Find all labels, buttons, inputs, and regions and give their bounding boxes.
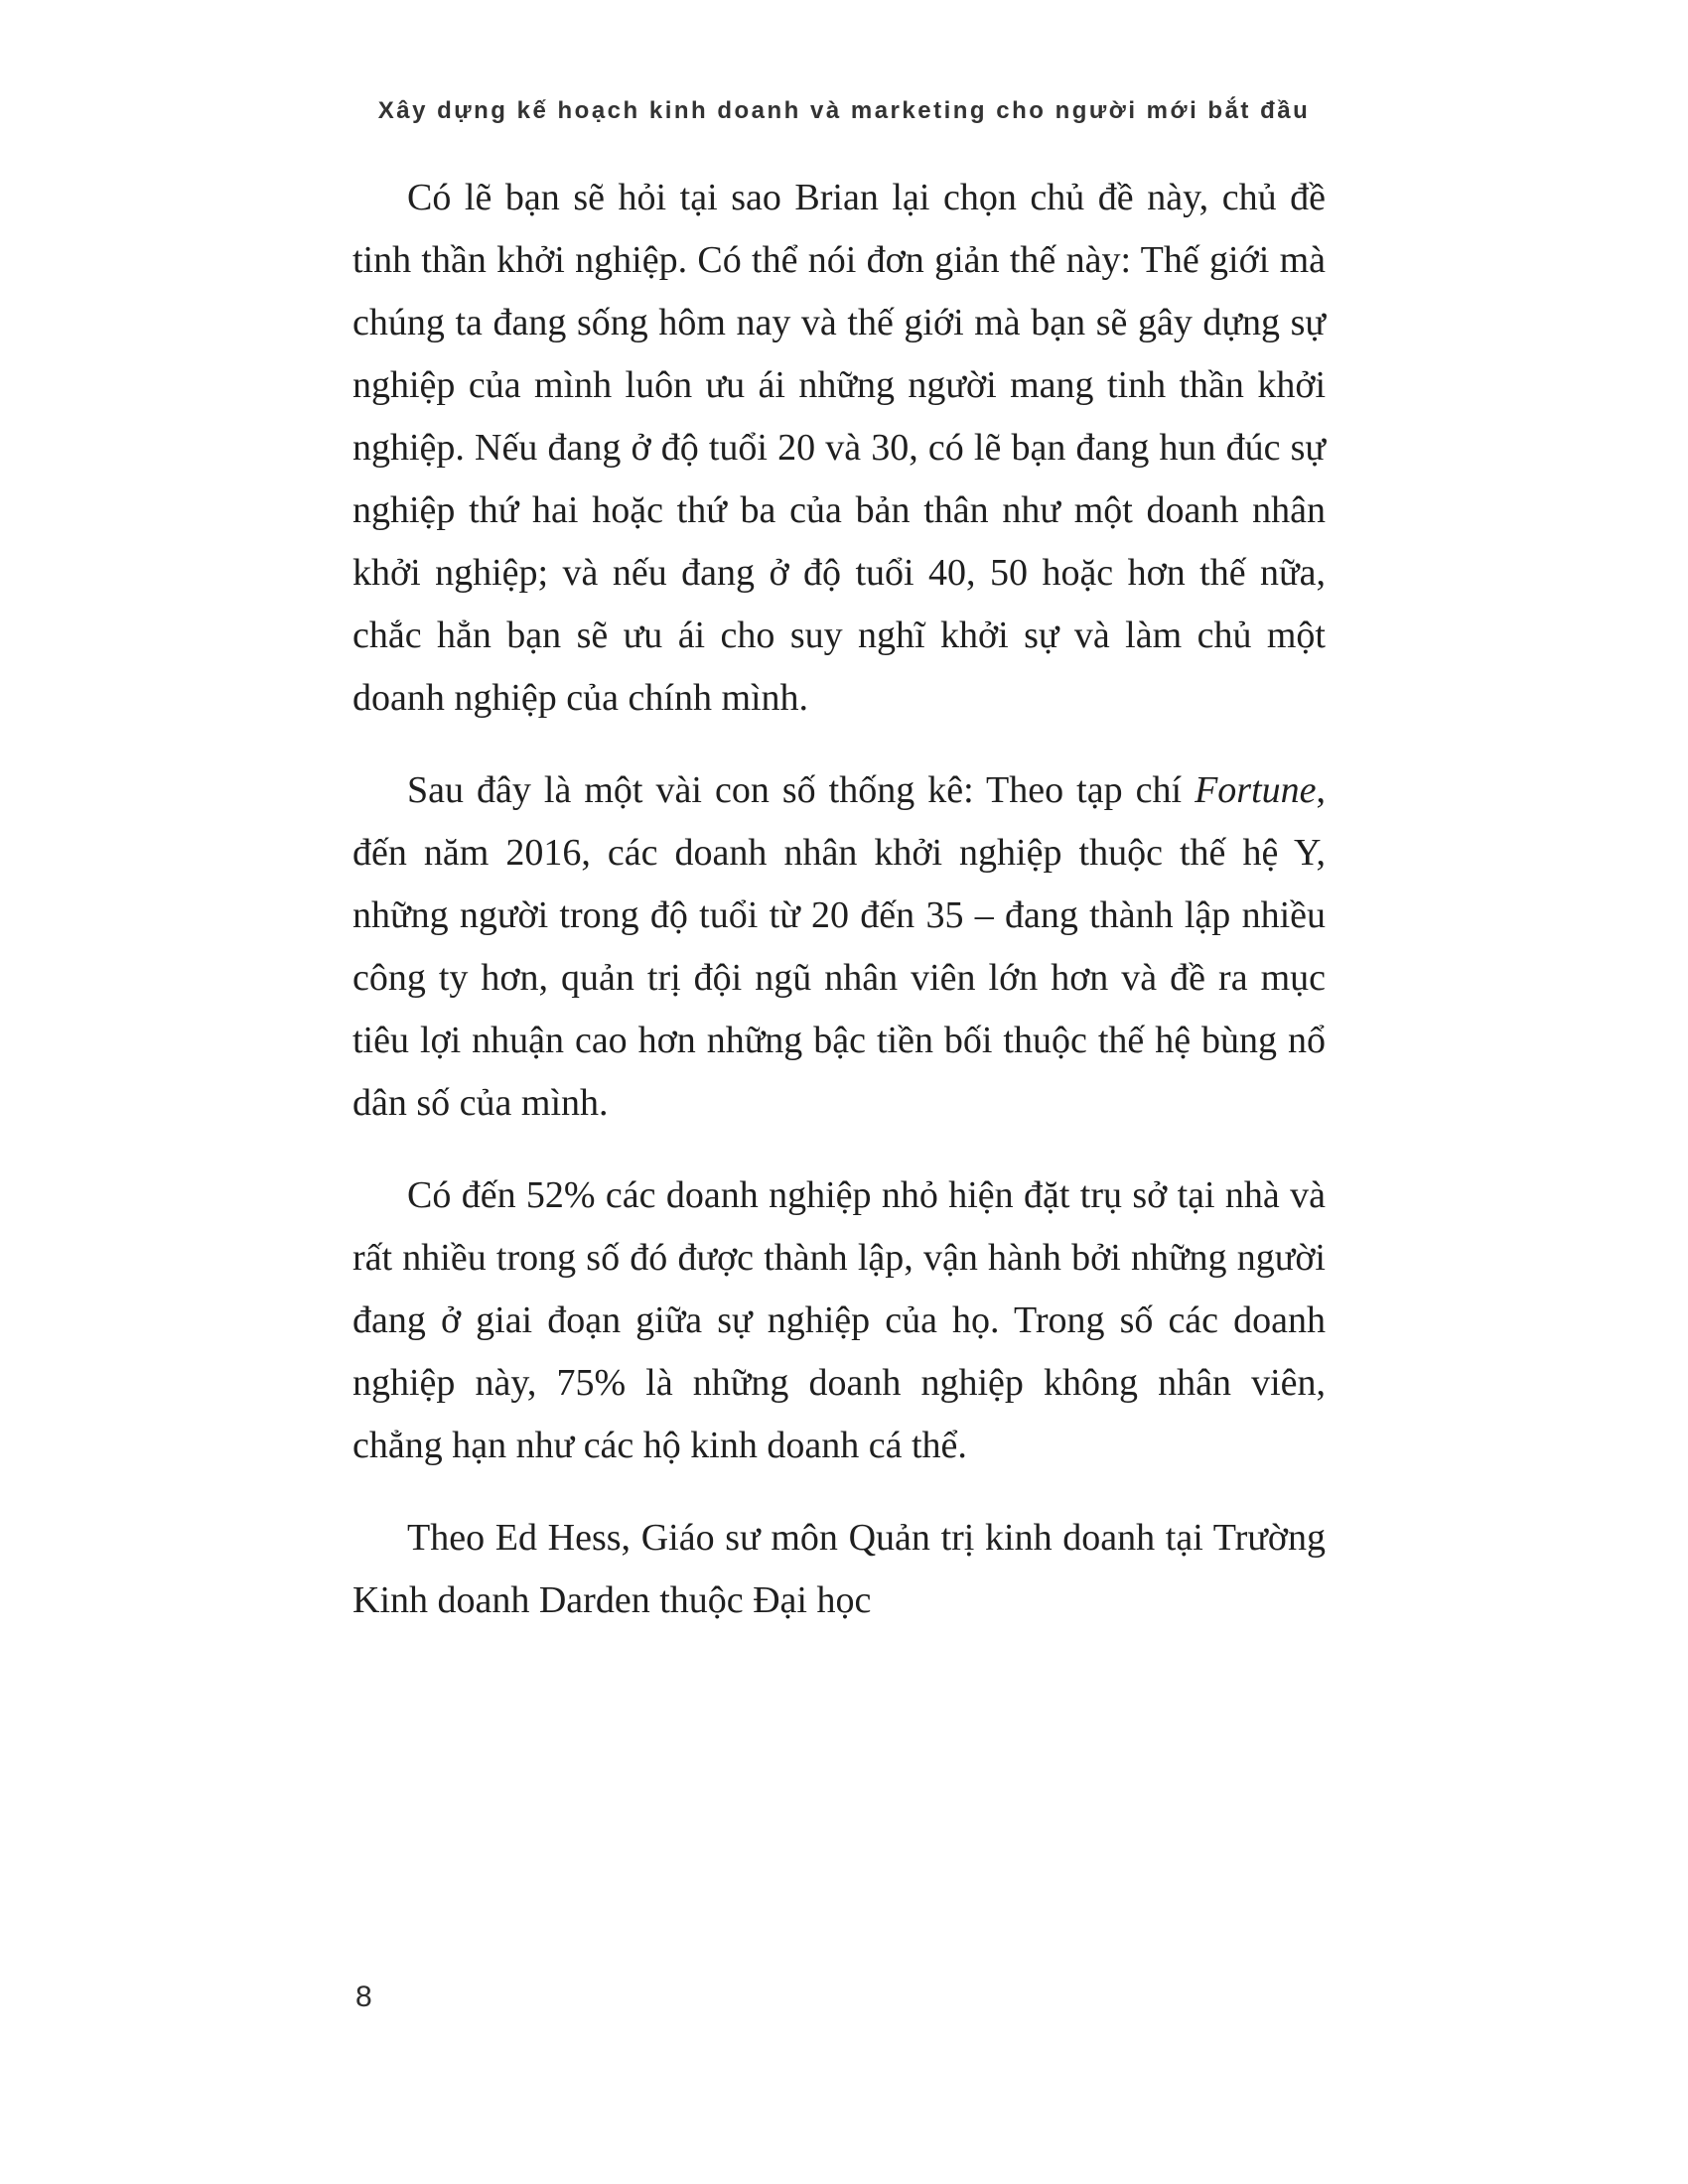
paragraph-text: Sau đây là một vài con số thống kê: Theo tạp chí bbox=[407, 769, 1196, 811]
paragraph: Theo Ed Hess, Giáo sư môn Quản trị kinh doanh tại Trường Kinh doanh Darden thuộc Đại học bbox=[352, 1517, 1326, 1621]
text-block bbox=[352, 167, 1326, 1662]
page-number: 8 bbox=[355, 1980, 372, 2013]
running-header: Xây dựng kế hoạch kinh doanh và marketing cho người mới bắt đầu bbox=[377, 97, 1311, 124]
book-title-italic: Fortune bbox=[1195, 769, 1317, 811]
paragraph bbox=[352, 759, 1326, 1135]
paragraph: Có đến 52% các doanh nghiệp nhỏ hiện đặt trụ sở tại nhà và rất nhiều trong số đó được thành lập, vận hành bởi những người đang ở giai đoạn giữa sự nghiệp của họ. Trong số các doanh nghiệp này, 75% là những doanh nghiệp không nhân viên, chẳng hạn như các hộ kinh doanh cá thể. bbox=[352, 1174, 1326, 1466]
paragraph: Có lẽ bạn sẽ hỏi tại sao Brian lại chọn chủ đề này, chủ đề tinh thần khởi nghiệp. Có thể nói đơn giản thế này: Thế giới mà chúng ta đang sống hôm nay và thế giới mà bạn sẽ gây dựng sự nghiệp của mình luôn ưu ái những người mang tinh thần khởi nghiệp. Nếu đang ở độ tuổi 20 và 30, có lẽ bạn đang hun đúc sự nghiệp thứ hai hoặc thứ ba của bản thân như một doanh nhân khởi nghiệp; và nếu đang ở độ tuổi 40, 50 hoặc hơn thế nữa, chắc hẳn bạn sẽ ưu ái cho suy nghĩ khởi sự và làm chủ một doanh nghiệp của chính mình. bbox=[352, 177, 1326, 719]
paragraph-text: , đến năm 2016, các doanh nhân khởi nghiệp thuộc thế hệ Y, những người trong độ tuổi từ 20 đến 35 – đang thành lập nhiều công ty hơn, quản trị đội ngũ nhân viên lớn hơn và đề ra mục tiêu lợi nhuận cao hơn những bậc tiền bối thuộc thế hệ bùng nổ dân số của mình. bbox=[352, 769, 1326, 1124]
